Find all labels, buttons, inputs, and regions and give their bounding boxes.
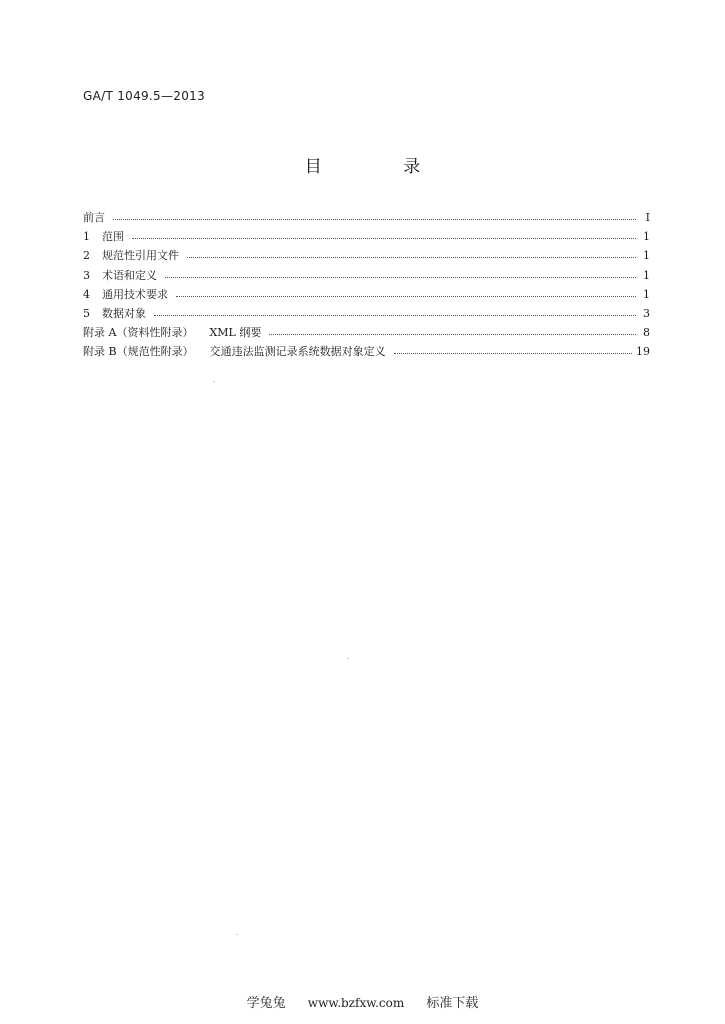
toc-dot-leader (176, 296, 636, 297)
toc-entry-label: 前言 (83, 211, 105, 224)
toc-entry-page: Ⅰ (645, 211, 650, 224)
toc-entry-number: 3 (83, 268, 90, 282)
footer-tagline: 标准下载 (426, 996, 479, 1011)
toc-entry-number: 1 (83, 230, 90, 244)
toc-entry-subtitle: 交通违法监测记录系统数据对象定义 (209, 345, 386, 359)
toc-entry-annex-b[interactable] (83, 342, 650, 361)
toc-entry-label: 范围 (102, 230, 124, 244)
toc-entry-page: 1 (643, 287, 650, 301)
toc-dot-leader (187, 257, 636, 258)
toc-entry-number: 5 (83, 306, 90, 320)
toc-dot-leader (269, 334, 636, 335)
toc-entry-number: 4 (83, 287, 90, 301)
toc-dot-leader (154, 315, 636, 316)
toc-dot-leader (165, 277, 636, 278)
document-code: GA/T 1049.5—2013 (83, 89, 206, 103)
page-footer (0, 992, 725, 1011)
footer-site-name: 学兔兔 (246, 996, 286, 1011)
scan-speck (236, 934, 238, 935)
toc-dot-leader (132, 238, 636, 239)
toc-entry-page: 1 (643, 249, 650, 263)
toc-entry-label: 附录 B（规范性附录） (83, 345, 194, 359)
toc-entry-page: 19 (636, 345, 650, 359)
toc-entry-general-requirements[interactable] (83, 285, 650, 304)
scan-speck (213, 381, 215, 382)
toc-entry-foreword[interactable] (83, 208, 650, 227)
toc-entry-terms-definitions[interactable] (83, 266, 650, 285)
toc-entry-label: 附录 A（资料性附录） (83, 326, 194, 340)
scan-speck (347, 658, 349, 659)
toc-entry-annex-a[interactable] (83, 323, 650, 342)
toc-title: 目 录 (304, 157, 459, 177)
toc-entry-label: 术语和定义 (102, 268, 157, 282)
table-of-contents (83, 208, 650, 362)
toc-entry-page: 8 (643, 326, 650, 340)
toc-entry-page: 1 (643, 230, 650, 244)
toc-dot-leader (113, 219, 636, 220)
toc-entry-data-objects[interactable] (83, 304, 650, 323)
footer-url-link[interactable]: www.bzfxw.com (307, 996, 405, 1010)
toc-entry-subtitle: XML 纲要 (209, 326, 262, 340)
toc-entry-scope[interactable] (83, 227, 650, 246)
toc-entry-label: 数据对象 (102, 306, 146, 320)
toc-dot-leader (394, 353, 632, 354)
toc-entry-label: 规范性引用文件 (102, 249, 179, 263)
toc-entry-number: 2 (83, 249, 90, 263)
toc-entry-page: 1 (643, 268, 650, 282)
toc-entry-page: 3 (643, 306, 650, 320)
toc-entry-label: 通用技术要求 (102, 287, 168, 301)
toc-entry-normative-references[interactable] (83, 246, 650, 265)
